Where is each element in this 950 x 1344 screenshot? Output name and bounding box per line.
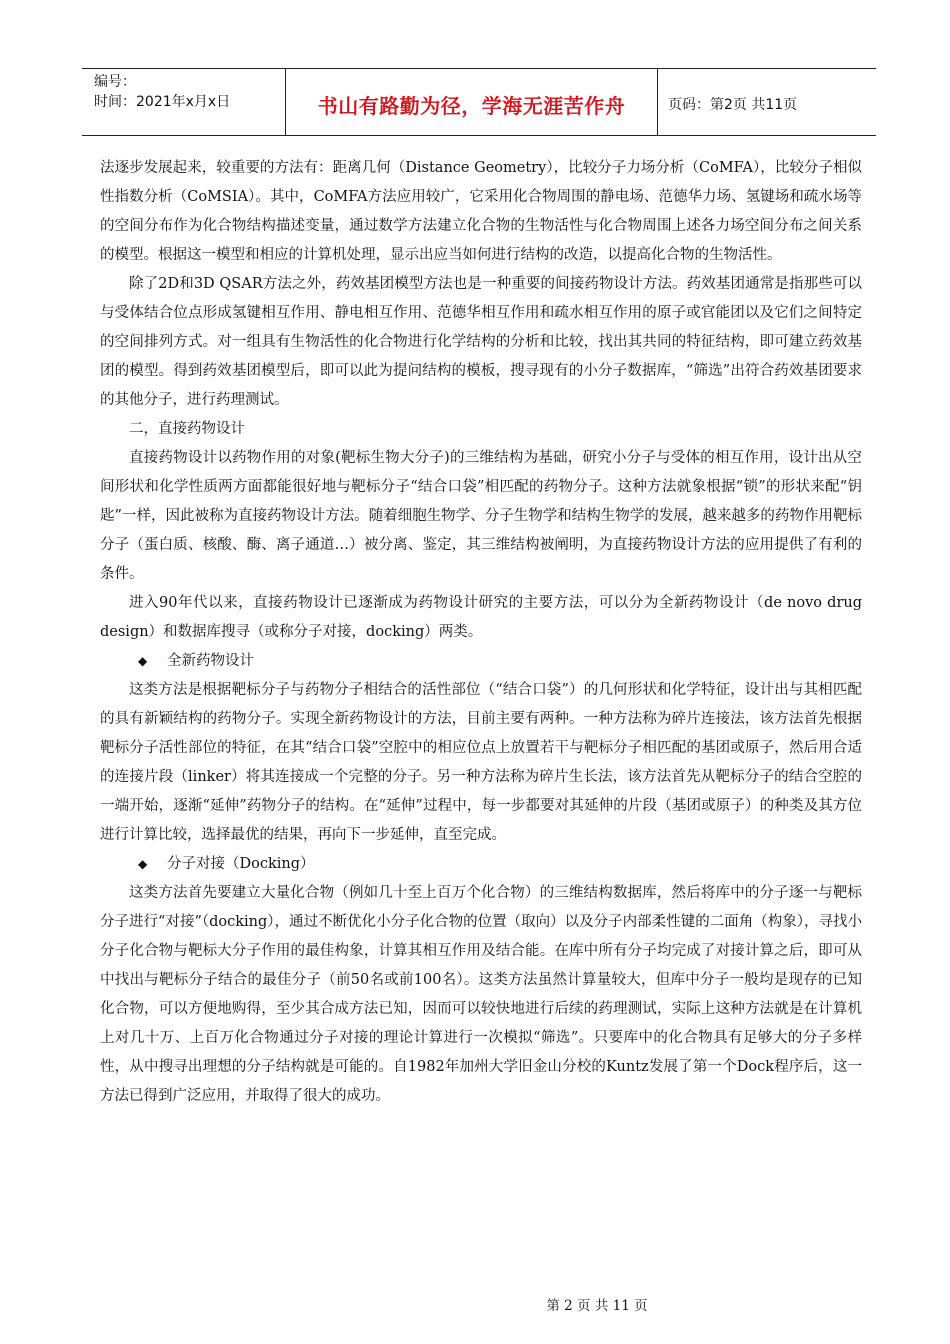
header-motto-cell [286, 69, 658, 135]
document-number-label: 编号： [94, 74, 136, 90]
paragraph-de-novo: 这类方法是根据靶标分子与药物分子相结合的活性部位（“结合口袋”）的几何形状和化学特征，设计出与其相匹配的具有新颖结构的药物分子。实现全新药物设计的方法，目前主要有两种。一种方法称为碎片连接法，该方法首先根据靶标分子活性部位的特征，在其“结合口袋”空腔中的相应位点上放置若干与靶标分子相匹配的基团或原子，然后用合适的连接片段（linker）将其连接成一个完整的分子。另一种方法称为碎片生长法，该方法首先从靶标分子的结合空腔的一端开始，逐渐“延伸”药物分子的结构。在“延伸”过程中，每一步都要对其延伸的片段（基团或原子）的种类及其方位进行计算比较，选择最优的结果，再向下一步延伸，直至完成。 [100, 682, 862, 843]
paragraph-since-90s: 进入90年代以来，直接药物设计已逐渐成为药物设计研究的主要方法，可以分为全新药物设计（de novo drug design）和数据库搜寻（或称分子对接，docking）两类。 [100, 595, 862, 640]
paragraph-direct-design: 直接药物设计以药物作用的对象(靶标生物大分子)的三维结构为基础，研究小分子与受体的相互作用，设计出从空间形状和化学性质两方面都能很好地与靶标分子“结合口袋”相匹配的药物分子。这种方法就象根据“锁”的形状来配“钥匙”一样，因此被称为直接药物设计方法。随着细胞生物学、分子生物学和结构生物学的发展，越来越多的药物作用靶标分子（蛋白质、核酸、酶、离子通道…）被分离、鉴定，其三维结构被阐明，为直接药物设计方法的应用提供了有利的条件。 [100, 450, 862, 582]
bullet-de-novo-label: 全新药物设计 [167, 653, 254, 669]
diamond-bullet-icon: ◆ [138, 857, 148, 871]
header-page-info: 页码：第2页 共11页 [668, 97, 798, 113]
paragraph-docking: 这类方法首先要建立大量化合物（例如几十至上百万个化合物）的三维结构数据库，然后将库中的分子逐一与靶标分子进行“对接”（docking），通过不断优化小分子化合物的位置（取向）以及分子内部柔性键的二面角（构象），寻找小分子化合物与靶标大分子作用的最佳构象，计算其相互作用及结合能。在库中所有分子均完成了对接计算之后，即可从中找出与靶标分子结合的最佳分子（前50名或前100名）。这类方法虽然计算量较大，但库中分子一般均是现存的已知化合物，可以方便地购得，至少其合成方法已知，因而可以较快地进行后续的药理测试，实际上这种方法就是在计算机上对几十万、上百万化合物通过分子对接的理论计算进行一次模拟“筛选”。只要库中的化合物具有足够大的分子多样性，从中搜寻出理想的分子结构就是可能的。自1982年加州大学旧金山分校的Kuntz发展了第一个Dock程序后，这一方法已得到广泛应用，并取得了很大的成功。 [100, 885, 862, 1104]
footer-page-number: 第 2 页 共 11 页 [546, 1298, 648, 1314]
bullet-docking-label: 分子对接（Docking） [167, 856, 315, 872]
header-meta [82, 69, 286, 135]
document-time-label: 时间：2021年x月x日 [94, 94, 231, 110]
paragraph-continuation: 法逐步发展起来，较重要的方法有：距离几何（Distance Geometry），比较分子力场分析（CoMFA），比较分子相似性指数分析（CoMSIA）。其中，CoMFA方法应用较广，它采用化合物周围的静电场、范德华力场、氢键场和疏水场等的空间分布作为化合物结构描述变量，通过数学方法建立化合物的生物活性与化合物周围上述各力场空间分布之间关系的模型。根据这一模型和相应的计算机处理，显示出应当如何进行结构的改造，以提高化合物的生物活性。 [100, 160, 862, 263]
motto-text: 书山有路勤为径，学海无涯苦作舟 [317, 93, 626, 118]
diamond-bullet-icon: ◆ [138, 654, 148, 668]
bullet-de-novo [100, 647, 862, 676]
bullet-docking [100, 850, 862, 879]
section-heading-direct-design: 二，直接药物设计 [129, 421, 245, 437]
document-body [100, 154, 862, 1111]
paragraph-pharmacophore: 除了2D和3D QSAR方法之外，药效基团模型方法也是一种重要的间接药物设计方法。药效基团通常是指那些可以与受体结合位点形成氢键相互作用、静电相互作用、范德华相互作用和疏水相互作用的原子或官能团以及它们之间特定的空间排列方式。对一组具有生物活性的化合物进行化学结构的分析和比较，找出其共同的特征结构，即可建立药效基团的模型。得到药效基团模型后，即可以此为提问结构的模板，搜寻现有的小分子数据库，“筛选”出符合药效基团要求的其他分子，进行药理测试。 [100, 276, 862, 408]
page-header [82, 68, 876, 136]
page-footer [0, 1294, 950, 1314]
header-page-info-cell [658, 69, 876, 135]
